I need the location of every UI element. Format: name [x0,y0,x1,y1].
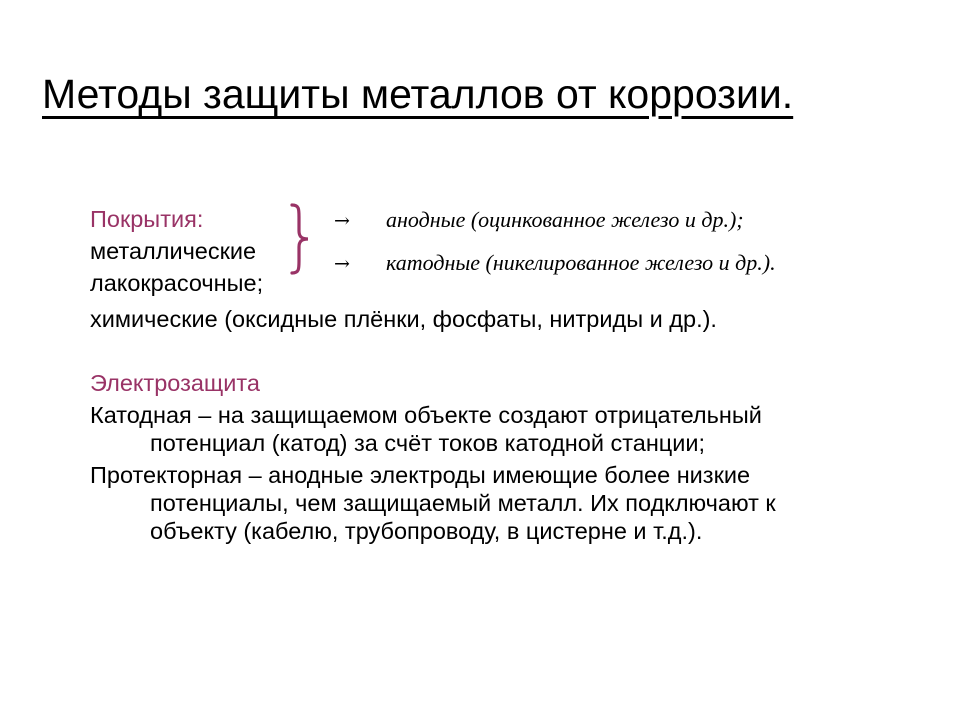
electro-heading: Электрозащита [90,370,260,396]
coatings-heading: Покрытия: [90,206,204,232]
protector-line1: Протекторная – анодные электроды имеющие более низкие [90,462,751,488]
metal-coating-anodic [334,205,744,236]
curly-brace-icon [288,203,314,275]
right-arrow-icon: → [334,210,350,232]
coating-paint: лакокрасочные; [90,270,264,296]
protector-line2: потенциалы, чем защищаемый металл. Их подключают к [150,490,776,516]
coating-metallic: металлические [90,238,257,264]
cathodic-coating-text: катодные (никелированное железо и др.). [386,250,776,275]
slide-title: Методы защиты металлов от коррозии. [42,71,794,117]
coating-chemical: химические (оксидные плёнки, фосфаты, нитриды и др.). [90,306,717,332]
anodic-coating-text: анодные (оцинкованное железо и др.); [386,207,744,232]
cathodic-protection-line1: Катодная – на защищаемом объекте создают отрицательный [90,402,762,428]
metal-coating-cathodic [334,248,776,279]
right-arrow-icon: → [334,253,350,275]
cathodic-protection-line2: потенциал (катод) за счёт токов катодной станции; [150,430,706,456]
protector-line3: объекту (кабелю, трубопроводу, в цистерне и т.д.). [150,518,703,544]
